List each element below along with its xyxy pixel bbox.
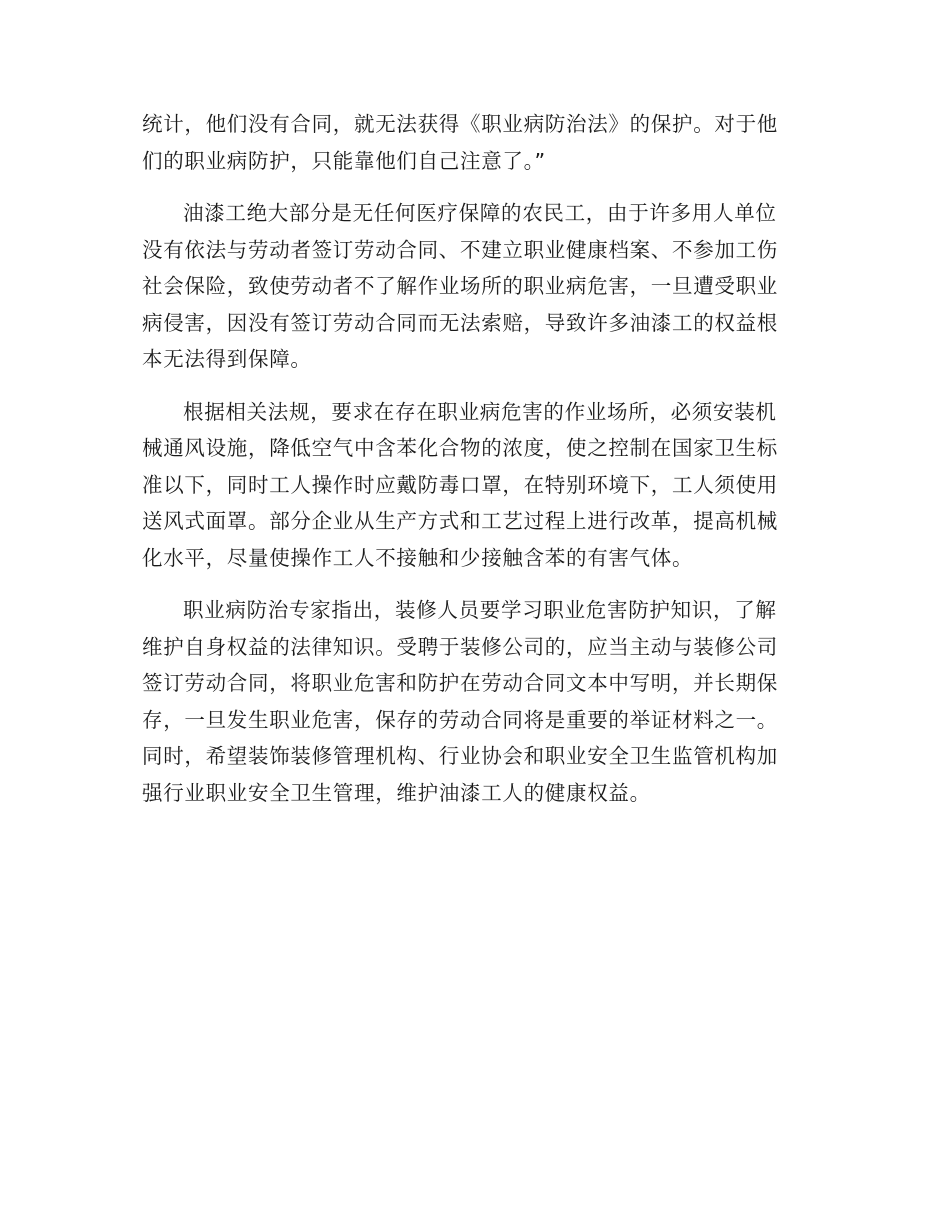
text-line: 本无法得到保障。 <box>142 347 312 371</box>
text-line: 签订劳动合同，将职业危害和防护在劳动合同文本中写明，并长期保 <box>142 671 778 695</box>
text-line: 统计，他们没有合同，就无法获得《职业病防治法》的保护。对于他 <box>142 112 778 136</box>
text-line: 准以下，同时工人操作时应戴防毒口罩，在特别环境下，工人须使用 <box>142 472 778 497</box>
text-line: 没有依法与劳动者签订劳动合同、不建立职业健康档案、不参加工伤 <box>142 237 778 262</box>
paragraph-3 <box>142 394 794 577</box>
text-line: 们的职业病防护，只能靠他们自己注意了。” <box>142 148 546 173</box>
paragraph-1 <box>142 106 794 179</box>
text-line: 送风式面罩。部分企业从生产方式和工艺过程上进行改革，提高机械 <box>142 509 778 533</box>
text-line: 存，一旦发生职业危害，保存的劳动合同将是重要的举证材料之一。 <box>142 707 778 732</box>
document-body <box>142 106 794 827</box>
text-line: 化水平，尽量使操作工人不接触和少接触含苯的有害气体。 <box>142 545 694 570</box>
text-line: 同时，希望装饰装修管理机构、行业协会和职业安全卫生监管机构加 <box>142 744 778 768</box>
text-line: 根据相关法规，要求在存在职业病危害的作业场所，必须安装机 <box>183 399 777 424</box>
text-line: 维护自身权益的法律知识。受聘于装修公司的，应当主动与装修公司 <box>142 634 778 659</box>
text-line: 械通风设施，降低空气中含苯化合物的浓度，使之控制在国家卫生标 <box>142 436 778 460</box>
paragraph-4 <box>142 592 794 811</box>
text-line: 强行业职业安全卫生管理，维护油漆工人的健康权益。 <box>142 780 651 805</box>
text-line: 油漆工绝大部分是无任何医疗保障的农民工，由于许多用人单位 <box>183 201 777 225</box>
text-line: 病侵害，因没有签订劳动合同而无法索赔，导致许多油漆工的权益根 <box>142 310 778 335</box>
text-line: 社会保险，致使劳动者不了解作业场所的职业病危害，一旦遭受职业 <box>142 274 778 298</box>
text-line: 职业病防治专家指出，装修人员要学习职业危害防护知识，了解 <box>183 598 777 622</box>
paragraph-2 <box>142 195 794 378</box>
